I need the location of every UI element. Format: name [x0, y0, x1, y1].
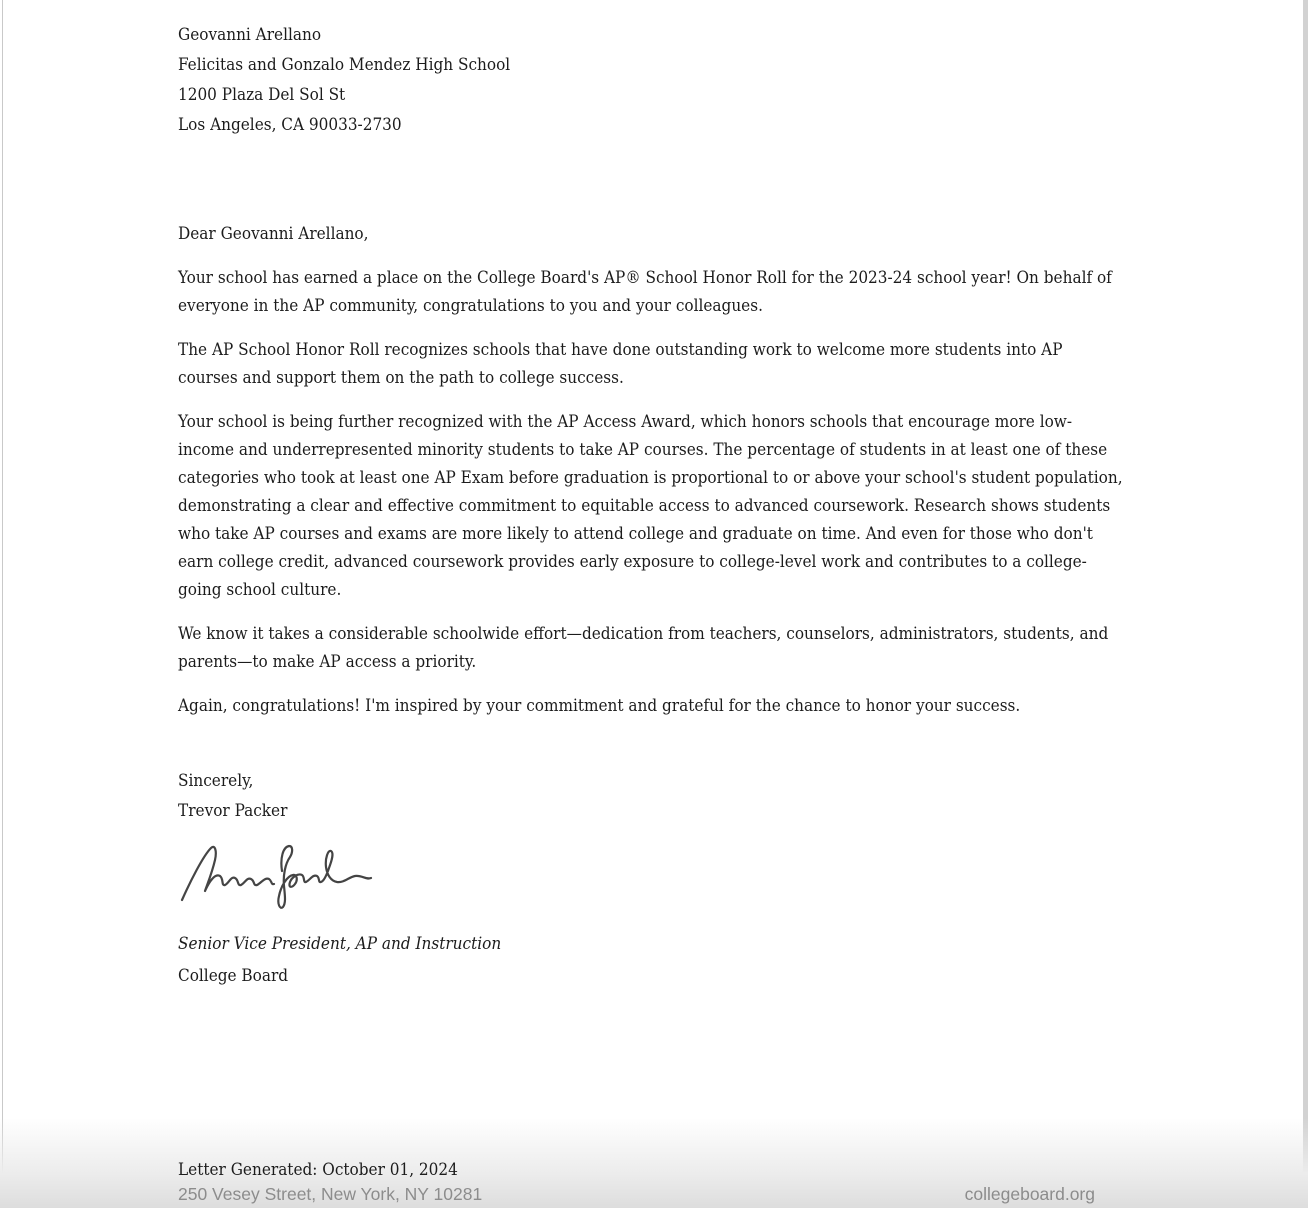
salutation: Dear Geovanni Arellano, — [178, 224, 369, 244]
signature-image — [178, 840, 1123, 912]
handwritten-signature-icon — [178, 840, 373, 912]
letter-paragraph: Your school has earned a place on the College Board's AP® School Honor Roll for the 2023-24 school year! On behalf of everyone in the AP community, congratulations to you and your colleagues. — [178, 268, 1112, 316]
letter-generated-date: Letter Generated: October 01, 2024 — [178, 1160, 458, 1180]
letter-paragraph: The AP School Honor Roll recognizes schools that have done outstanding work to welcome more students into AP courses and support them on the path to college success. — [178, 340, 1063, 388]
closing-line: Sincerely, — [178, 771, 254, 791]
signoff-block — [178, 766, 1123, 826]
recipient-address-block — [178, 20, 1123, 140]
signer-name: Trevor Packer — [178, 801, 288, 821]
letter-content — [178, 20, 1123, 992]
letter-paragraph: Again, congratulations! I'm inspired by your commitment and grateful for the chance to honor your success. — [178, 696, 1021, 716]
scrollbar-track[interactable] — [1303, 0, 1308, 1208]
recipient-name: Geovanni Arellano — [178, 25, 322, 45]
org-website: collegeboard.org — [964, 1184, 1095, 1204]
signer-organization: College Board — [178, 966, 289, 986]
page-left-border — [2, 0, 3, 1208]
signer-title: Senior Vice President, AP and Instruction — [178, 934, 502, 954]
letter-paragraph: We know it takes a considerable schoolwide effort—dedication from teachers, counselors, administrators, students, and parents—to make AP access a priority. — [178, 624, 1109, 672]
recipient-city-state-zip: Los Angeles, CA 90033-2730 — [178, 115, 402, 135]
letter-footer — [0, 1118, 1308, 1208]
org-address: 250 Vesey Street, New York, NY 10281 — [178, 1184, 483, 1204]
recipient-school: Felicitas and Gonzalo Mendez High School — [178, 55, 511, 75]
recipient-street: 1200 Plaza Del Sol St — [178, 85, 346, 105]
letter-paragraph: Your school is being further recognized with the AP Access Award, which honors schools that encourage more low-income and underrepresented minority students to take AP courses. The percentage of students in at least one of these categories who took at least one AP Exam before graduation is proportional to or above your school's student population, demonstrating a clear and effective commitment to equitable access to advanced coursework. Research shows students who take AP courses and exams are more likely to attend college and graduate on time. And even for those who don't earn college credit, advanced coursework provides early exposure to college-level work and contributes to a college-going school culture. — [178, 412, 1123, 600]
footer-row — [178, 1184, 1095, 1205]
